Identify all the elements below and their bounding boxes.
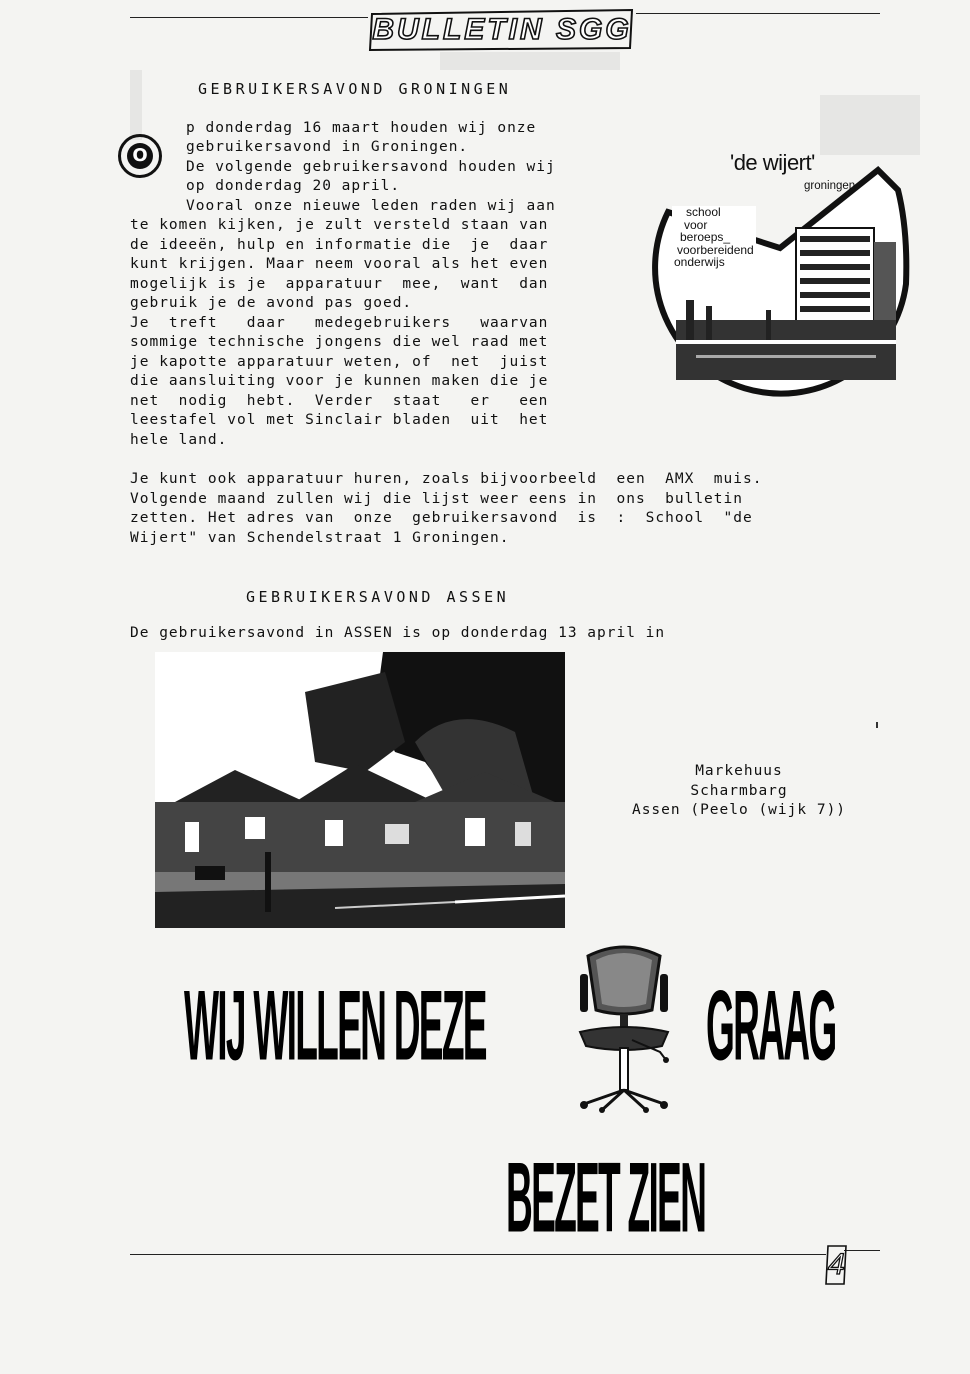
tick-mark [876,722,878,728]
text-line: p donderdag 16 maart houden wij onze [186,120,537,136]
address-line: Scharmbarg [690,782,788,799]
poster-line2: BEZET ZIEN [506,1141,706,1254]
photo-halftone [155,652,565,928]
text-line: gebruikersavond in Groningen. [186,139,469,155]
address-line: Assen (Peelo (wijk 7)) [631,802,847,819]
text-line: net nodig hebt. Verder staat er een [130,393,549,409]
masthead-title: BULLETIN SGG [372,13,632,46]
text-line: Je treft daar medegebruikers waarvan [130,315,549,331]
text-line: Volgende maand zullen wij die lijst weer eens in ons bulletin [130,491,743,507]
poster-line1-left: WIJ WILLEN DEZE [184,969,486,1082]
text-line: de ideeën, hulp en informatie die je daar [130,237,549,253]
text-line: je kapotte apparatuur weten, of net juist [130,354,549,370]
masthead-logo [368,8,636,52]
de-wijert-logo [646,150,914,418]
text-line: Je kunt ook apparatuur huren, zoals bijvoorbeeld een AMX muis. [130,471,763,487]
text-line: sommige technische jongens die wel raad met [130,334,549,350]
text-line: Wijert" van Schendelstraat 1 Groningen. [130,530,510,546]
logo-name: 'de wijert' [730,150,815,175]
logo-desc-line: onderwijs [674,255,725,269]
logo-description [672,206,756,269]
text-line: op donderdag 20 april. [186,178,401,194]
poster-line1-right: GRAAG [706,969,836,1082]
logo-desc-line: voor [684,217,708,232]
text-line: leestafel vol met Sinclair bladen uit het [130,412,549,428]
header-rule-right [636,13,880,14]
dropcap-letter: O [132,145,148,166]
logo-desc-line: voorbereidend [677,242,754,257]
text-line: die aansluiting voor je kunnen maken die je [130,373,549,389]
page-number-badge [824,1244,848,1286]
text-line: mogelijk is je apparatuur mee, want dan [130,276,549,292]
dropcap-badge [118,134,162,178]
footer-rule-right [844,1250,880,1251]
heading-groningen: GEBRUIKERSAVOND GRONINGEN [198,80,512,98]
logo-city: groningen [804,180,856,192]
header-rule-left [130,17,368,18]
footer-rule [130,1254,826,1255]
bleed-through-mark [130,70,142,140]
markehuus-photo [155,652,565,928]
text-line: kunt krijgen. Maar neem vooral als het even [130,256,549,272]
page-number: 4 [828,1248,845,1281]
de-wijert-emblem [646,150,914,418]
logo-desc-line: school [686,205,721,219]
text-line: te komen kijken, je zult versteld staan van [130,217,549,233]
text-line: gebruik je de avond pas goed. [130,295,413,311]
assen-intro: De gebruikersavond in ASSEN is op donderdag 13 april in [130,625,666,641]
address-line: Markehuus [695,763,783,779]
text-line: hele land. [130,432,228,448]
text-line: Vooral onze nieuwe leden raden wij aan [186,198,556,214]
assen-address [614,762,864,821]
heading-assen: GEBRUIKERSAVOND ASSEN [246,588,510,606]
bleed-through-mark [820,95,920,155]
logo-desc-line: beroeps_ [680,230,731,244]
bleed-through-mark [440,52,620,70]
dropcap-inner [127,143,153,169]
text-line: zetten. Het adres van onze gebruikersavond is : School "de [130,510,753,526]
office-chair-illustration [572,942,676,1114]
text-line: De volgende gebruikersavond houden wij [186,159,556,175]
office-chair-icon [572,942,676,1114]
